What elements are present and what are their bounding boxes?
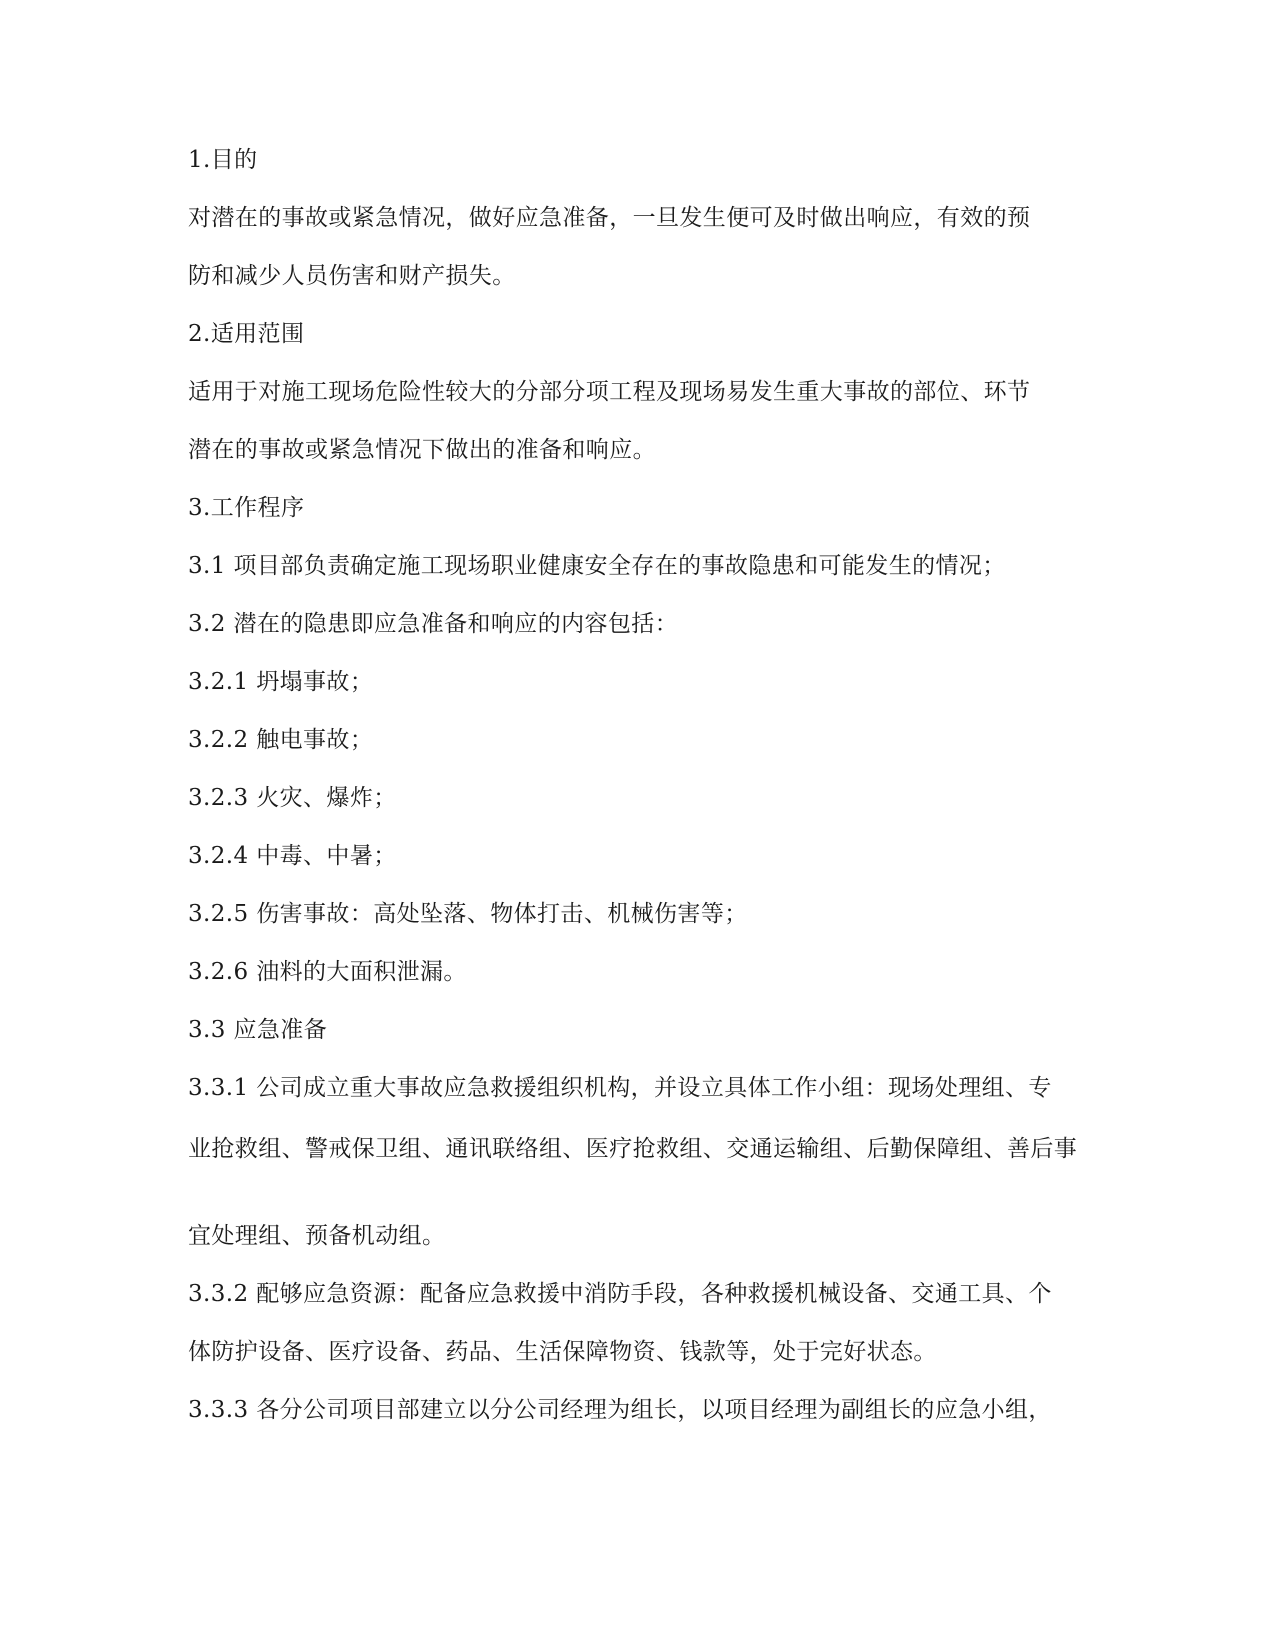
paragraph-line: 对潜在的事故或紧急情况，做好应急准备，一旦发生便可及时做出响应，有效的预: [188, 205, 1031, 231]
section-heading-scope: 2.适用范围: [188, 321, 305, 347]
clause-line: 3.3.3 各分公司项目部建立以分公司经理为组长，以项目经理为副组长的应急小组，: [188, 1397, 1052, 1423]
paragraph-line: 潜在的事故或紧急情况下做出的准备和响应。: [188, 437, 656, 463]
clause-line: 3.2 潜在的隐患即应急准备和响应的内容包括：: [188, 611, 679, 637]
clause-line: 3.1 项目部负责确定施工现场职业健康安全存在的事故隐患和可能发生的情况；: [188, 553, 1006, 579]
paragraph-line: 业抢救组、警戒保卫组、通讯联络组、医疗抢救组、交通运输组、后勤保障组、善后事: [188, 1136, 1078, 1162]
clause-heading: 3.3 应急准备: [188, 1017, 328, 1043]
clause-line: 3.3.2 配够应急资源：配备应急救援中消防手段，各种救援机械设备、交通工具、个: [188, 1281, 1052, 1307]
clause-line: 3.3.1 公司成立重大事故应急救援组织机构，并设立具体工作小组：现场处理组、专: [188, 1075, 1052, 1101]
list-item: 3.2.3 火灾、爆炸；: [188, 785, 397, 811]
list-item: 3.2.1 坍塌事故；: [188, 669, 374, 695]
list-item: 3.2.4 中毒、中暑；: [188, 843, 397, 869]
paragraph-line: 防和减少人员伤害和财产损失。: [188, 263, 516, 289]
paragraph-line: 适用于对施工现场危险性较大的分部分项工程及现场易发生重大事故的部位、环节: [188, 379, 1031, 405]
list-item: 3.2.5 伤害事故：高处坠落、物体打击、机械伤害等；: [188, 901, 748, 927]
section-heading-procedure: 3.工作程序: [188, 495, 305, 521]
section-heading-purpose: 1.目的: [188, 147, 258, 173]
list-item: 3.2.2 触电事故；: [188, 727, 374, 753]
list-item: 3.2.6 油料的大面积泄漏。: [188, 959, 467, 985]
paragraph-line: 体防护设备、医疗设备、药品、生活保障物资、钱款等，处于完好状态。: [188, 1339, 937, 1365]
paragraph-line: 宜处理组、预备机动组。: [188, 1223, 446, 1249]
